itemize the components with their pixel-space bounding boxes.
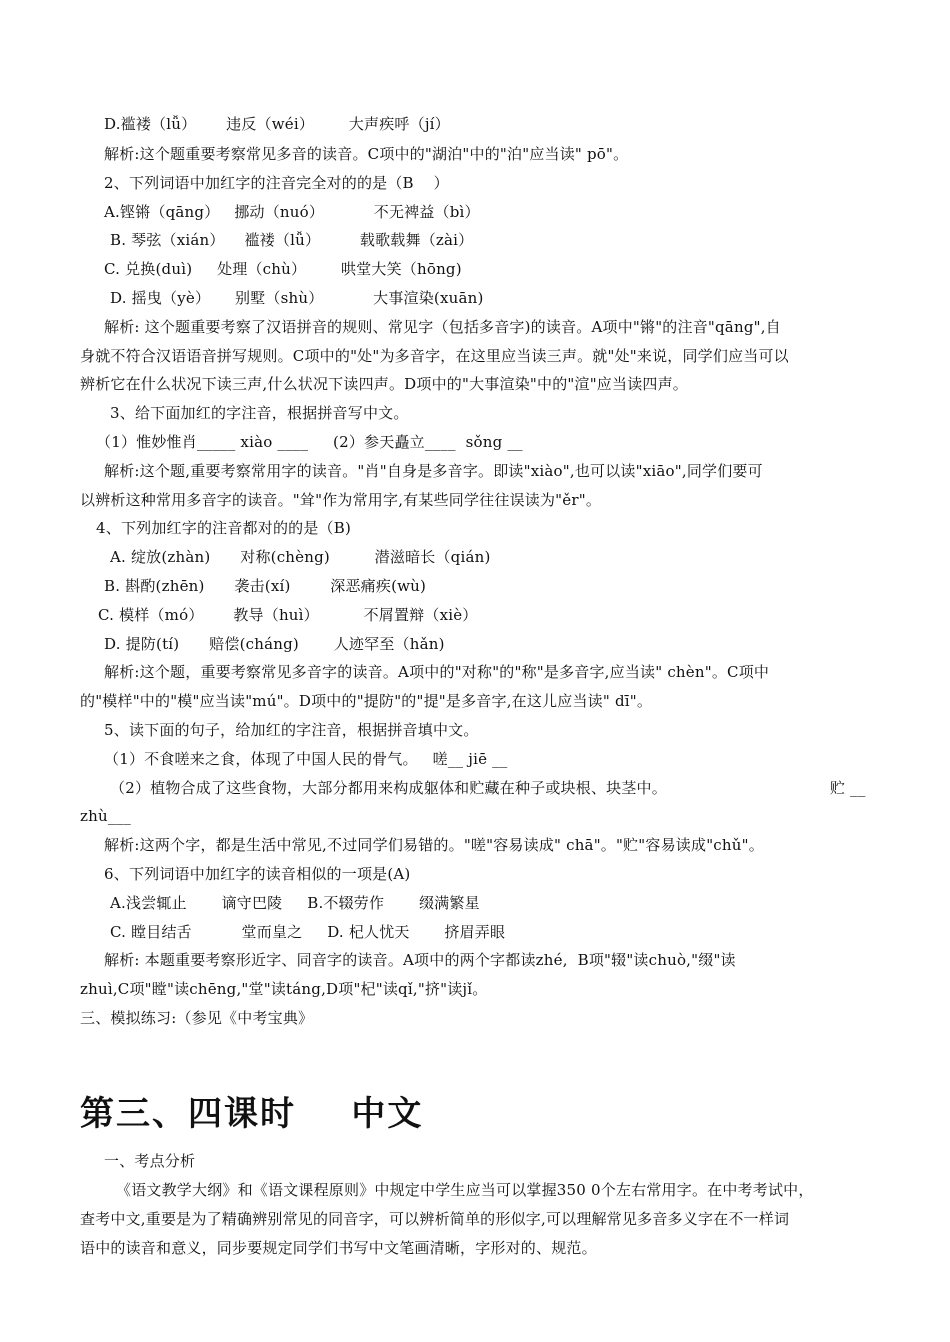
text-line: A.浅尝辄止 谪守巴陵 B.不辍劳作 缀满繁星	[110, 894, 480, 912]
text-line: D. 提防(tí) 赔偿(cháng) 人迹罕至（hǎn)	[104, 635, 445, 653]
text-line: 解析:这个题,重要考察常用字的读音。"肖"自身是多音字。即读"xiào",也可以读"xiāo",同学们要可	[104, 462, 763, 480]
text-line: 的"模样"中的"模"应当读"mú"。D项中的"提防"的"提"是多音字,在这儿应当读" dī"。	[80, 692, 653, 710]
text-line: A.铿锵（qāng） 挪动（nuó） 不无裨益（bì）	[104, 203, 480, 221]
text-line: D.褴褛（lǚ） 违反（wéi） 大声疾呼（jí）	[104, 115, 450, 133]
text-line: 一、考点分析	[104, 1152, 196, 1170]
text-line: zhù___	[80, 807, 131, 825]
text-line: 5、读下面的句子，给加红的字注音，根据拼音填中文。	[104, 721, 479, 739]
text-line: zhuì,C项"瞠"读chēng,"堂"读táng,D项"杞"读qǐ,"挤"读jǐ。	[80, 980, 488, 998]
text-line: （1）不食嗟来之食，体现了中国人民的骨气。 嗟__ jiē __	[104, 750, 508, 768]
text-line: （2）植物合成了这些食物，大部分都用来构成躯体和贮藏在种子或块根、块茎中。	[110, 779, 667, 797]
text-line: 查考中文,重要是为了精确辨别常见的同音字，可以辨析简单的形似字,可以理解常见多音多义字在不一样词	[80, 1210, 790, 1228]
text-line: 解析: 本题重要考察形近字、同音字的读音。A项中的两个字都读zhé, B项"辍"读chuò,"缀"读	[104, 951, 736, 969]
text-line: C. 模样（mó） 教导（huì） 不屑置辩（xiè）	[98, 606, 478, 624]
text-line: （1）惟妙惟肖_____ xiào ____ (2）参天矗立____ sǒng __	[96, 433, 523, 451]
text-line: 以辨析这种常用多音字的读音。"耸"作为常用字,有某些同学往往误读为"ěr"。	[80, 491, 602, 509]
section-heading: 第三、四课时 中文	[80, 1094, 424, 1134]
text-line: 6、下列词语中加红字的读音相似的一项是(A)	[104, 865, 411, 883]
text-line: 2、下列词语中加红字的注音完全对的的是（B ）	[104, 174, 449, 192]
text-line: 语中的读音和意义，同步要规定同学们书写中文笔画清晰，字形对的、规范。	[80, 1239, 597, 1257]
text-line: 身就不符合汉语语音拼写规则。C项中的"处"为多音字，在这里应当读三声。就"处"来说，同学们应当可以	[80, 347, 789, 365]
text-line: B. 琴弦（xián） 褴褛（lǚ） 载歌载舞（zài）	[110, 231, 474, 249]
text-line: B. 斟酌(zhēn) 袭击(xí) 深恶痛疾(wù)	[104, 577, 427, 595]
text-line: 贮 __	[830, 779, 866, 797]
text-line: C. 兑换(duì) 处理（chù） 哄堂大笑（hōng)	[104, 260, 462, 278]
text-line: A. 绽放(zhàn) 对称(chèng) 潜滋暗长（qián)	[110, 548, 491, 566]
text-line: 3、给下面加红的字注音，根据拼音写中文。	[110, 404, 409, 422]
text-line: 解析:这个题重要考察常见多音的读音。C项中的"湖泊"中的"泊"应当读" pō"。	[104, 145, 629, 163]
text-line: 解析: 这个题重要考察了汉语拼音的规则、常见字（包括多音字)的读音。A项中"锵"的注音"qāng",自	[104, 318, 781, 336]
text-line: C. 瞠目结舌 堂而皇之 D. 杞人忧天 挤眉弄眼	[110, 923, 506, 941]
text-line: 辨析它在什么状况下读三声,什么状况下读四声。D项中的"大事渲染"中的"渲"应当读四声。	[80, 375, 688, 393]
text-line: 解析:这两个字，都是生活中常见,不过同学们易错的。"嗟"容易读成" chā"。"贮"容易读成"chǔ"。	[104, 836, 764, 854]
text-line: 《语文教学大纲》和《语文课程原则》中规定中学生应当可以掌握350 0个左右常用字。在中考考试中，	[116, 1181, 814, 1199]
text-line: 4、下列加红字的注音都对的的是（B)	[96, 519, 352, 537]
text-line: D. 摇曳（yè） 别墅（shù） 大事渲染(xuān)	[110, 289, 484, 307]
text-line: 三、模拟练习:（参见《中考宝典》	[80, 1009, 314, 1027]
text-line: 解析:这个题，重要考察常见多音字的读音。A项中的"对称"的"称"是多音字,应当读" chèn"。C项中	[104, 663, 770, 681]
